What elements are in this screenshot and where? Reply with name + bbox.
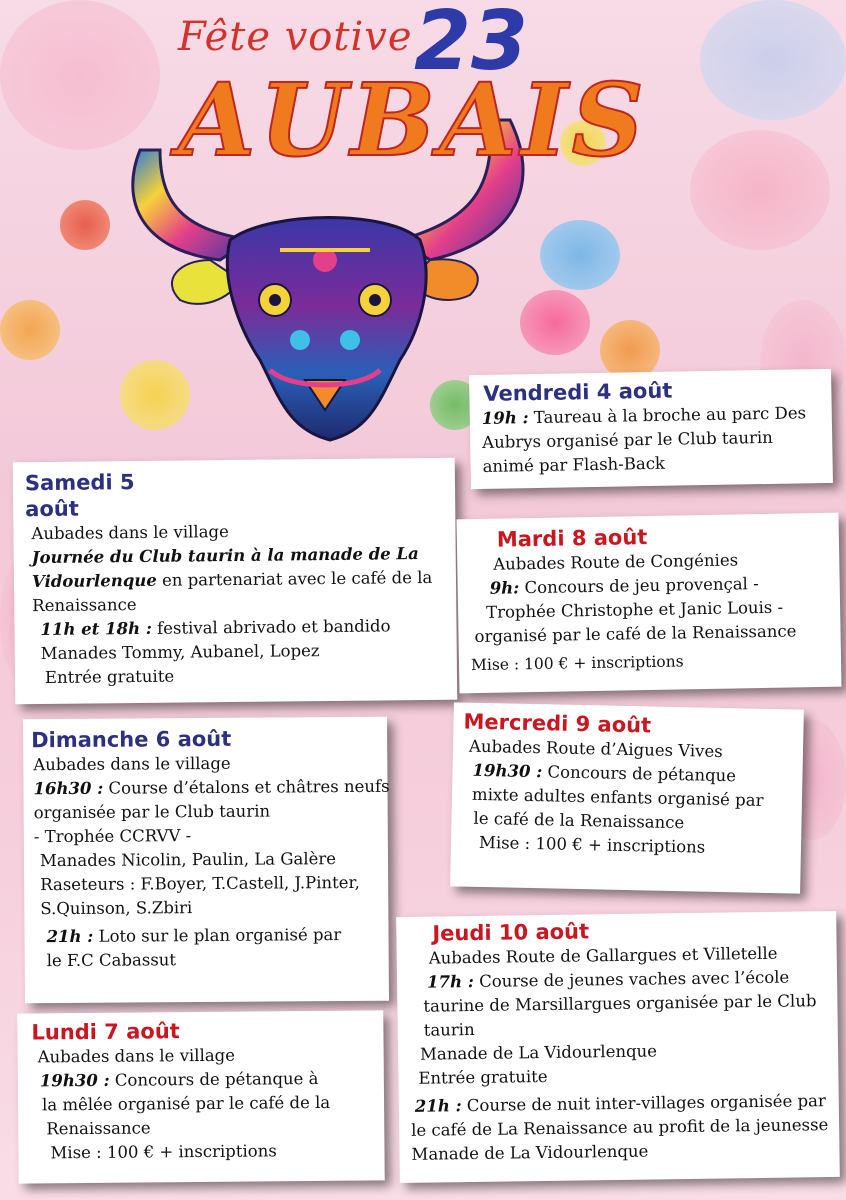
event-time: 9h: bbox=[489, 578, 520, 598]
event-line: Manades Nicolin, Paulin, La Galère bbox=[39, 849, 337, 871]
event-line: S.Quinson, S.Zbiri bbox=[40, 898, 193, 919]
event-line: le café de La Renaissance au profit de la jeunesse bbox=[411, 1115, 829, 1140]
event-line: 21h : Course de nuit inter-villages organisée par bbox=[414, 1091, 826, 1116]
event-line: la mêlée organisé par le café de la bbox=[41, 1092, 331, 1115]
event-line: 19h : Taureau à la broche au parc Des bbox=[481, 403, 807, 428]
event-line: Aubades Route d’Aigues Vives bbox=[468, 736, 723, 761]
event-time: 21h : bbox=[46, 926, 94, 947]
event-line: Mise : 100 € + inscriptions bbox=[50, 1141, 277, 1163]
flower-decoration bbox=[690, 130, 830, 250]
day-title: Mardi 8 août bbox=[496, 525, 648, 552]
event-line: Renaissance bbox=[46, 1118, 151, 1139]
event-line: Journée du Club taurin à la manade de La bbox=[31, 544, 419, 568]
day-title: Jeudi 10 août bbox=[432, 919, 590, 946]
event-time: 19h30 : bbox=[472, 760, 543, 782]
event-line: Aubades dans le village bbox=[31, 522, 229, 544]
event-card-lundi bbox=[17, 1010, 384, 1183]
event-line: Raseteurs : F.Boyer, T.Castell, J.Pinter, bbox=[40, 872, 360, 895]
day-title: août bbox=[25, 496, 79, 522]
event-line: 11h et 18h : festival abrivado et bandido bbox=[40, 616, 391, 640]
event-line: Aubades Route de Congénies bbox=[493, 550, 739, 574]
event-line: Trophée Christophe et Janic Louis - bbox=[485, 597, 784, 622]
flower-decoration bbox=[700, 0, 846, 120]
event-line: 9h: Concours de jeu provençal - bbox=[489, 574, 759, 598]
title-fete-votive: Fête votive bbox=[178, 14, 413, 60]
event-line: 16h30 : Course d’étalons et châtres neufs bbox=[33, 776, 390, 799]
event-card-mardi bbox=[457, 513, 842, 694]
event-line: le café de la Renaissance bbox=[473, 808, 685, 833]
event-line: le F.C Cabassut bbox=[46, 950, 177, 971]
event-time: 21h : bbox=[414, 1096, 462, 1116]
event-line: animé par Flash-Back bbox=[482, 453, 666, 476]
day-title: Mercredi 9 août bbox=[463, 709, 652, 738]
day-title: Dimanche 6 août bbox=[31, 726, 232, 753]
event-line: 17h : Course de jeunes vaches avec l’école bbox=[426, 967, 790, 992]
event-line: Aubrys organisé par le Club taurin bbox=[482, 427, 774, 452]
event-line: Aubades dans le village bbox=[37, 1045, 236, 1067]
event-line: - Trophée CCRVV - bbox=[33, 826, 192, 847]
event-line: Entrée gratuite bbox=[44, 666, 175, 687]
event-card-vendredi bbox=[469, 369, 833, 489]
event-card-mercredi bbox=[450, 702, 804, 893]
event-card-samedi bbox=[13, 458, 458, 705]
event-time: 19h30 : bbox=[39, 1070, 110, 1091]
event-line: mixte adultes enfants organisé par bbox=[471, 784, 764, 810]
event-time: 17h : bbox=[426, 972, 475, 992]
title-year: 23 bbox=[414, 0, 529, 89]
event-line: Aubades Route de Gallargues et Villetelle bbox=[428, 943, 778, 968]
event-line: Vidourlenque en partenariat avec le café de la bbox=[31, 567, 433, 592]
title-town: AUBAIS bbox=[178, 61, 648, 179]
event-line: 19h30 : Concours de pétanque bbox=[472, 760, 737, 786]
event-line: Aubades dans le village bbox=[33, 753, 231, 775]
day-title: Vendredi 4 août bbox=[483, 378, 673, 406]
event-line: Entrée gratuite bbox=[418, 1066, 548, 1088]
event-time: 16h30 : bbox=[33, 778, 104, 799]
event-time: 11h et 18h : bbox=[40, 618, 152, 640]
event-line: taurin bbox=[423, 1020, 475, 1040]
event-line: taurine de Marsillargues organisée par le Club bbox=[423, 991, 817, 1016]
event-line: 19h30 : Concours de pétanque à bbox=[39, 1068, 319, 1091]
day-title: Samedi 5 bbox=[24, 470, 135, 496]
event-line: organisée par le Club taurin bbox=[33, 801, 271, 823]
event-line: Manade de La Vidourlenque bbox=[411, 1141, 649, 1164]
event-line: Mise : 100 € + inscriptions bbox=[478, 832, 706, 857]
event-line: Mise : 100 € + inscriptions bbox=[470, 652, 684, 675]
event-card-jeudi bbox=[396, 911, 840, 1183]
event-line: Manade de La Vidourlenque bbox=[419, 1041, 658, 1064]
event-time: 19h : bbox=[481, 408, 529, 428]
event-line: 21h : Loto sur le plan organisé par bbox=[46, 925, 342, 947]
event-line: Manades Tommy, Aubanel, Lopez bbox=[40, 641, 320, 664]
event-line: Renaissance bbox=[32, 595, 137, 616]
day-title: Lundi 7 août bbox=[31, 1019, 180, 1045]
event-card-dimanche bbox=[23, 717, 389, 1004]
flower-decoration bbox=[0, 300, 60, 360]
event-line: organisé par le café de la Renaissance bbox=[474, 621, 797, 647]
